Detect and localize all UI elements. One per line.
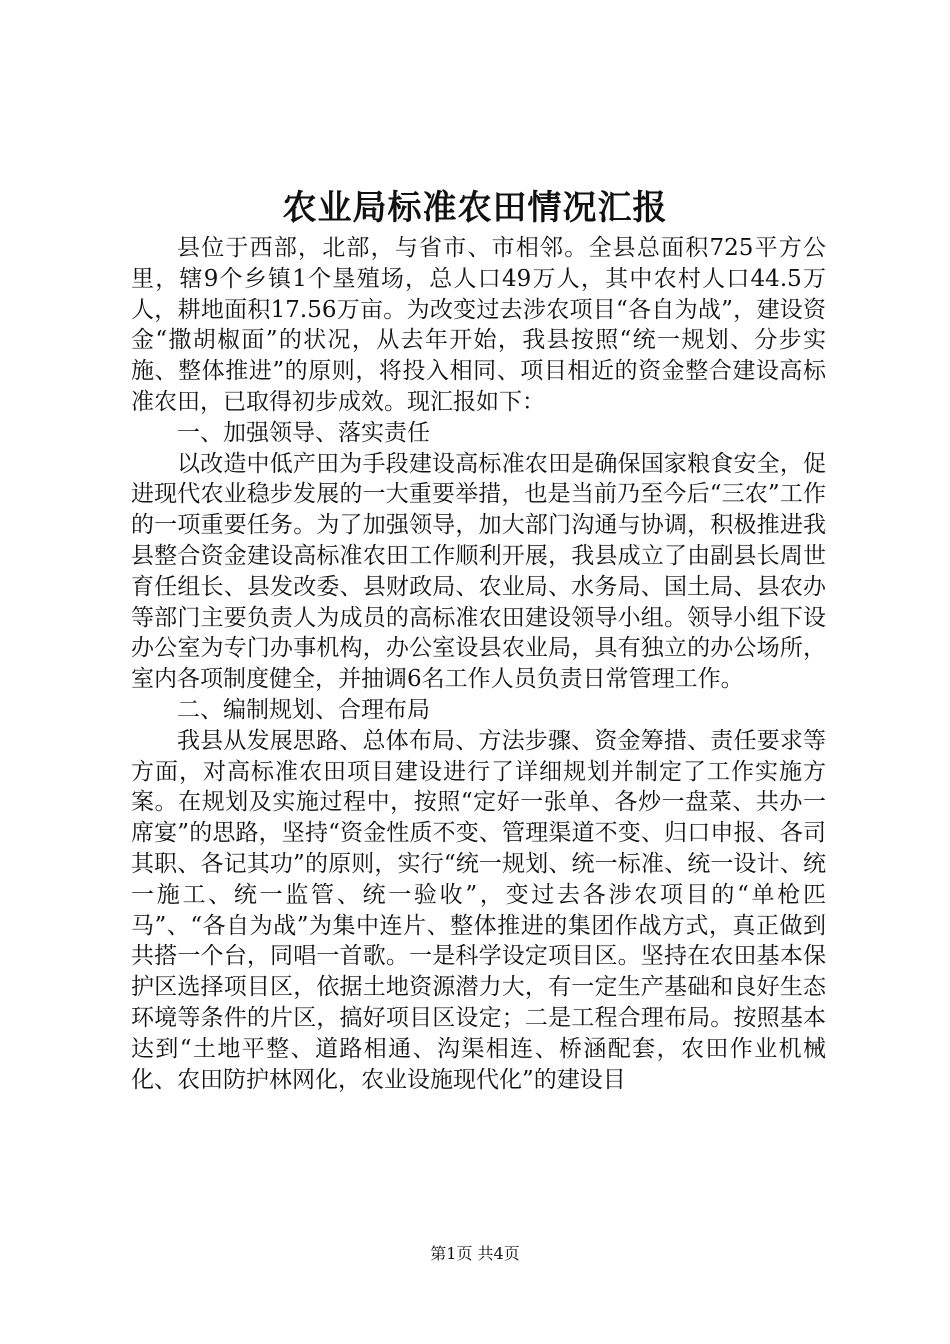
section-1-paragraph: 以改造中低产田为手段建设高标准农田是确保国家粮食安全，促进现代农业稳步发展的一大重要举措，也是当前乃至今后“三农”工作的一项重要任务。为了加强领导，加大部门沟通与协调，积极推进我县整合资金建设高标准农田工作顺利开展，我县成立了由副县长周世育任组长、县发改委、县财政局、农业局、水务局、国土局、县农办等部门主要负责人为成员的高标准农田建设领导小组。领导小组下设办公室为专门办事机构，办公室设县农业局，具有独立的办公场所，室内各项制度健全，并抽调6名工作人员负责日常管理工作。 (131, 450, 826, 693)
document-title: 农业局标准农田情况汇报 (282, 188, 668, 228)
document-body (131, 233, 826, 1095)
section-2-paragraph: 我县从发展思路、总体布局、方法步骤、资金筹措、责任要求等方面，对高标准农田项目建设进行了详细规划并制定了工作实施方案。在规划及实施过程中，按照“定好一张单、各炒一盘菜、共办一席宴”的思路，坚持“资金性质不变、管理渠道不变、归口申报、各司其职、各记其功”的原则，实行“统一规划、统一标准、统一设计、统一施工、统一监管、统一验收”，变过去各涉农项目的“单枪匹马”、“各自为战”为集中连片、整体推进的集团作战方式，真正做到共搭一个台，同唱一首歌。一是科学设定项目区。坚持在农田基本保护区选择项目区，依据土地资源潜力大，有一定生产基础和良好生态环境等条件的片区，搞好项目区设定；二是工程合理布局。按照基本达到“土地平整、道路相通、沟渠相连、桥涵配套，农田作业机械化、农田防护林网化，农业设施现代化”的建设目 (131, 727, 826, 1093)
page-number-footer: 第1页 共4页 (430, 1244, 520, 1263)
intro-paragraph: 县位于西部，北部，与省市、市相邻。全县总面积725平方公里，辖9个乡镇1个垦殖场，总人口49万人，其中农村人口44.5万人，耕地面积17.56万亩。为改变过去涉农项目“各自为战”，建设资金“撒胡椒面”的状况，从去年开始，我县按照“统一规划、分步实施、整体推进”的原则，将投入相同、项目相近的资金整合建设高标准农田，已取得初步成效。现汇报如下： (131, 235, 826, 415)
section-heading-2: 二、编制规划、合理布局 (177, 696, 430, 723)
section-heading-1: 一、加强领导、落实责任 (177, 419, 430, 446)
